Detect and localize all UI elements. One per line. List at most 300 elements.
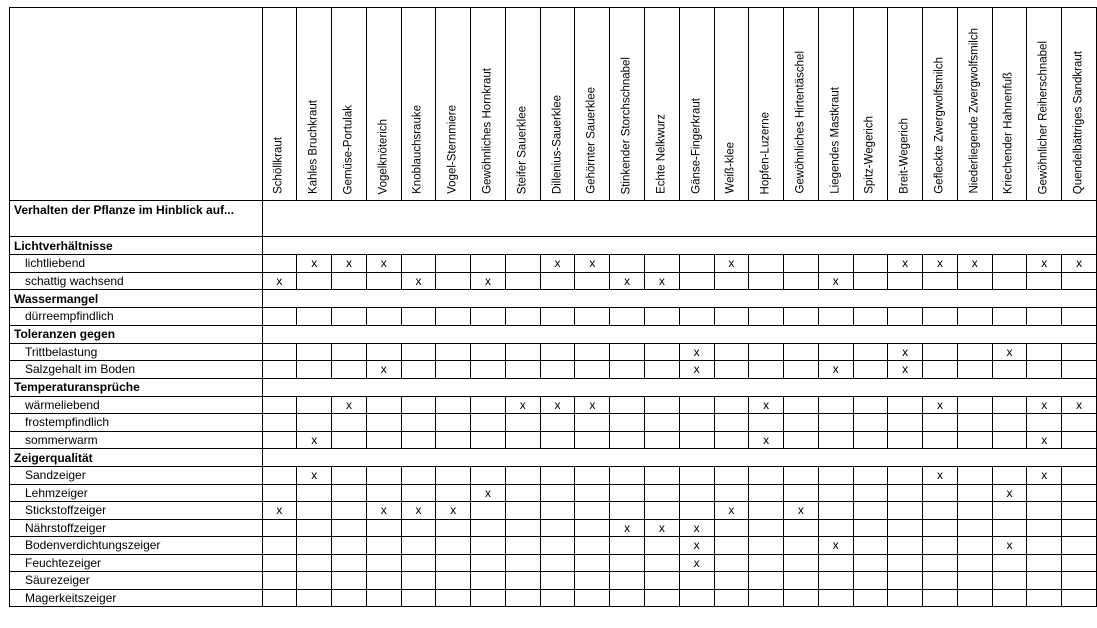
empty-cell	[610, 554, 645, 572]
empty-cell	[262, 467, 297, 485]
section-blank-cell	[262, 378, 1096, 396]
empty-cell	[679, 467, 714, 485]
empty-cell	[366, 589, 401, 607]
empty-cell	[1062, 272, 1097, 290]
empty-cell	[471, 502, 506, 520]
row-label: frostempfindlich	[10, 414, 263, 432]
empty-cell	[888, 272, 923, 290]
empty-cell	[540, 484, 575, 502]
empty-cell	[853, 343, 888, 361]
empty-cell	[749, 308, 784, 326]
empty-cell	[505, 537, 540, 555]
empty-cell	[714, 431, 749, 449]
empty-cell	[992, 467, 1027, 485]
empty-cell	[749, 502, 784, 520]
empty-cell	[540, 519, 575, 537]
empty-cell	[262, 554, 297, 572]
empty-cell	[923, 519, 958, 537]
empty-cell	[679, 414, 714, 432]
plant-header-cell	[366, 8, 401, 201]
empty-cell	[610, 537, 645, 555]
empty-cell	[471, 343, 506, 361]
empty-cell	[888, 396, 923, 414]
table-row	[10, 467, 1097, 485]
empty-cell	[436, 272, 471, 290]
empty-cell	[1027, 343, 1062, 361]
empty-cell	[610, 414, 645, 432]
section-blank-cell	[262, 237, 1096, 255]
empty-cell	[332, 431, 367, 449]
plant-name: Kahles Bruchkraut	[307, 100, 320, 194]
mark-cell: x	[575, 255, 610, 273]
mark-cell: x	[366, 361, 401, 379]
empty-cell	[749, 343, 784, 361]
empty-cell	[957, 484, 992, 502]
empty-cell	[540, 537, 575, 555]
empty-cell	[366, 572, 401, 590]
empty-cell	[332, 572, 367, 590]
section-row	[10, 449, 1097, 467]
empty-cell	[436, 484, 471, 502]
empty-cell	[401, 308, 436, 326]
empty-cell	[714, 589, 749, 607]
empty-cell	[853, 537, 888, 555]
empty-cell	[749, 484, 784, 502]
empty-cell	[923, 502, 958, 520]
empty-cell	[575, 537, 610, 555]
empty-cell	[1062, 414, 1097, 432]
mark-cell: x	[332, 396, 367, 414]
empty-cell	[818, 414, 853, 432]
empty-cell	[1062, 519, 1097, 537]
plant-header-cell	[436, 8, 471, 201]
empty-cell	[644, 431, 679, 449]
empty-cell	[679, 589, 714, 607]
empty-cell	[436, 589, 471, 607]
empty-cell	[297, 343, 332, 361]
empty-cell	[540, 308, 575, 326]
mark-cell: x	[262, 502, 297, 520]
empty-cell	[957, 589, 992, 607]
plant-header-cell	[784, 8, 819, 201]
row-label: Lehmzeiger	[10, 484, 263, 502]
mark-cell: x	[540, 396, 575, 414]
mark-cell: x	[575, 396, 610, 414]
empty-cell	[714, 361, 749, 379]
empty-cell	[957, 572, 992, 590]
plant-name: Kriechender Hahnenfuß	[1002, 71, 1015, 194]
empty-cell	[471, 554, 506, 572]
empty-cell	[366, 308, 401, 326]
plant-header-cell	[818, 8, 853, 201]
row-label: Sandzeiger	[10, 467, 263, 485]
empty-cell	[1027, 361, 1062, 379]
empty-cell	[992, 589, 1027, 607]
empty-cell	[540, 343, 575, 361]
header-row	[10, 8, 1097, 201]
empty-cell	[679, 572, 714, 590]
empty-cell	[923, 308, 958, 326]
plant-header-cell	[1027, 8, 1062, 201]
mark-cell: x	[818, 361, 853, 379]
empty-cell	[366, 431, 401, 449]
plant-name: Steifer Sauerklee	[516, 105, 529, 194]
mark-cell: x	[610, 519, 645, 537]
empty-cell	[888, 554, 923, 572]
empty-cell	[853, 572, 888, 590]
empty-cell	[505, 467, 540, 485]
empty-cell	[644, 502, 679, 520]
empty-cell	[784, 554, 819, 572]
empty-cell	[818, 396, 853, 414]
empty-cell	[1027, 502, 1062, 520]
plant-header-cell	[714, 8, 749, 201]
empty-cell	[957, 502, 992, 520]
empty-cell	[332, 589, 367, 607]
empty-cell	[436, 396, 471, 414]
empty-cell	[784, 396, 819, 414]
empty-cell	[957, 361, 992, 379]
empty-cell	[262, 343, 297, 361]
empty-cell	[366, 537, 401, 555]
empty-cell	[575, 484, 610, 502]
empty-cell	[853, 308, 888, 326]
empty-cell	[366, 396, 401, 414]
empty-cell	[262, 589, 297, 607]
empty-cell	[679, 396, 714, 414]
empty-cell	[575, 467, 610, 485]
empty-cell	[332, 467, 367, 485]
empty-cell	[575, 554, 610, 572]
mark-cell: x	[366, 255, 401, 273]
mark-cell: x	[436, 502, 471, 520]
plant-header-cell	[262, 8, 297, 201]
empty-cell	[888, 467, 923, 485]
plant-header-cell	[1062, 8, 1097, 201]
empty-cell	[610, 255, 645, 273]
empty-cell	[784, 414, 819, 432]
empty-cell	[366, 343, 401, 361]
empty-cell	[714, 467, 749, 485]
plant-behavior-table	[9, 7, 1097, 607]
empty-cell	[714, 414, 749, 432]
empty-cell	[923, 272, 958, 290]
empty-cell	[262, 537, 297, 555]
empty-cell	[297, 537, 332, 555]
plant-header-cell	[679, 8, 714, 201]
empty-cell	[297, 308, 332, 326]
plant-header-cell	[297, 8, 332, 201]
mark-cell: x	[644, 519, 679, 537]
empty-cell	[505, 414, 540, 432]
empty-cell	[332, 308, 367, 326]
empty-cell	[818, 467, 853, 485]
empty-cell	[436, 414, 471, 432]
empty-cell	[749, 589, 784, 607]
plant-name: Stinkender Storchschnabel	[620, 56, 633, 194]
empty-cell	[923, 361, 958, 379]
row-label: Säurezeiger	[10, 572, 263, 590]
empty-cell	[784, 572, 819, 590]
empty-cell	[297, 361, 332, 379]
mark-cell: x	[679, 519, 714, 537]
empty-cell	[992, 519, 1027, 537]
mark-cell: x	[923, 396, 958, 414]
empty-cell	[366, 484, 401, 502]
empty-cell	[401, 484, 436, 502]
table-row	[10, 255, 1097, 273]
empty-cell	[1062, 502, 1097, 520]
empty-cell	[297, 396, 332, 414]
section-heading: Zeigerqualität	[10, 449, 263, 467]
empty-cell	[679, 308, 714, 326]
plant-name: Schöllkraut	[272, 137, 285, 194]
empty-cell	[1027, 572, 1062, 590]
empty-cell	[471, 414, 506, 432]
empty-cell	[297, 414, 332, 432]
mark-cell: x	[679, 537, 714, 555]
plant-header-cell	[401, 8, 436, 201]
empty-cell	[575, 414, 610, 432]
empty-cell	[505, 589, 540, 607]
mark-cell: x	[992, 537, 1027, 555]
plant-name: Weiß-klee	[724, 142, 737, 194]
empty-cell	[992, 572, 1027, 590]
empty-cell	[714, 272, 749, 290]
empty-cell	[714, 308, 749, 326]
empty-cell	[471, 519, 506, 537]
empty-cell	[610, 343, 645, 361]
empty-cell	[888, 414, 923, 432]
table-row	[10, 572, 1097, 590]
plant-name: Gemüse-Portulak	[342, 104, 355, 194]
empty-cell	[888, 519, 923, 537]
empty-cell	[888, 589, 923, 607]
empty-cell	[297, 519, 332, 537]
section-row	[10, 325, 1097, 343]
empty-cell	[714, 537, 749, 555]
empty-cell	[366, 467, 401, 485]
empty-cell	[401, 537, 436, 555]
mark-cell: x	[644, 272, 679, 290]
empty-cell	[784, 361, 819, 379]
empty-cell	[644, 572, 679, 590]
empty-cell	[436, 467, 471, 485]
empty-cell	[575, 572, 610, 590]
empty-cell	[540, 572, 575, 590]
empty-cell	[957, 308, 992, 326]
empty-cell	[332, 414, 367, 432]
empty-cell	[575, 519, 610, 537]
mark-cell: x	[297, 255, 332, 273]
empty-cell	[262, 396, 297, 414]
empty-cell	[610, 484, 645, 502]
table-row	[10, 361, 1097, 379]
empty-cell	[644, 467, 679, 485]
plant-header-cell	[540, 8, 575, 201]
empty-cell	[401, 255, 436, 273]
empty-cell	[401, 554, 436, 572]
empty-cell	[644, 396, 679, 414]
empty-cell	[957, 519, 992, 537]
empty-cell	[1062, 343, 1097, 361]
empty-cell	[923, 484, 958, 502]
empty-cell	[853, 484, 888, 502]
empty-cell	[1062, 467, 1097, 485]
empty-cell	[436, 537, 471, 555]
empty-cell	[332, 537, 367, 555]
mark-cell: x	[957, 255, 992, 273]
empty-cell	[853, 589, 888, 607]
empty-cell	[853, 272, 888, 290]
empty-cell	[957, 343, 992, 361]
plant-header-cell	[471, 8, 506, 201]
empty-cell	[401, 396, 436, 414]
empty-cell	[992, 554, 1027, 572]
mark-cell: x	[297, 467, 332, 485]
empty-cell	[888, 431, 923, 449]
plant-name: Gewöhnliches Hirtentäschel	[794, 51, 807, 194]
empty-cell	[853, 431, 888, 449]
empty-cell	[1062, 572, 1097, 590]
mark-cell: x	[540, 255, 575, 273]
mark-cell: x	[888, 361, 923, 379]
empty-cell	[853, 554, 888, 572]
plant-header-cell	[992, 8, 1027, 201]
table-row	[10, 308, 1097, 326]
empty-cell	[853, 502, 888, 520]
empty-cell	[888, 484, 923, 502]
empty-cell	[436, 572, 471, 590]
empty-cell	[297, 484, 332, 502]
empty-cell	[992, 255, 1027, 273]
plant-name: Gehörnter Sauerklee	[585, 87, 598, 194]
empty-cell	[679, 431, 714, 449]
mark-cell: x	[1027, 255, 1062, 273]
empty-cell	[1027, 589, 1062, 607]
section-heading: Wassermangel	[10, 290, 263, 308]
empty-cell	[749, 537, 784, 555]
empty-cell	[401, 519, 436, 537]
empty-cell	[818, 343, 853, 361]
empty-cell	[923, 572, 958, 590]
empty-cell	[992, 431, 1027, 449]
empty-cell	[992, 502, 1027, 520]
empty-cell	[262, 361, 297, 379]
empty-cell	[1062, 554, 1097, 572]
empty-cell	[1062, 308, 1097, 326]
mark-cell: x	[888, 255, 923, 273]
table-title-row	[10, 201, 1097, 237]
plant-name: Quendelbättriges Sandkraut	[1072, 50, 1085, 194]
empty-cell	[714, 484, 749, 502]
empty-cell	[644, 308, 679, 326]
empty-cell	[540, 272, 575, 290]
empty-cell	[436, 361, 471, 379]
empty-cell	[818, 572, 853, 590]
empty-cell	[436, 519, 471, 537]
mark-cell: x	[505, 396, 540, 414]
section-row	[10, 237, 1097, 255]
empty-cell	[471, 361, 506, 379]
table-row	[10, 431, 1097, 449]
empty-cell	[818, 431, 853, 449]
plant-name: Hopfen-Luzerne	[759, 111, 772, 194]
empty-cell	[262, 519, 297, 537]
empty-cell	[297, 272, 332, 290]
empty-cell	[679, 272, 714, 290]
empty-cell	[471, 396, 506, 414]
empty-cell	[610, 361, 645, 379]
empty-cell	[853, 519, 888, 537]
row-label: schattig wachsend	[10, 272, 263, 290]
empty-cell	[818, 554, 853, 572]
mark-cell: x	[679, 361, 714, 379]
empty-cell	[575, 343, 610, 361]
plant-name: Vogelknöterich	[377, 118, 390, 194]
row-label: Magerkeitszeiger	[10, 589, 263, 607]
plant-header-cell	[610, 8, 645, 201]
empty-cell	[332, 502, 367, 520]
empty-cell	[644, 414, 679, 432]
empty-cell	[957, 414, 992, 432]
empty-cell	[888, 308, 923, 326]
empty-cell	[957, 396, 992, 414]
empty-cell	[784, 308, 819, 326]
empty-cell	[818, 255, 853, 273]
title-blank-cell	[262, 201, 1096, 237]
empty-cell	[1062, 589, 1097, 607]
plant-name: Dillenius-Sauerklee	[551, 94, 564, 194]
plant-header-cell	[957, 8, 992, 201]
empty-cell	[505, 502, 540, 520]
plant-header-cell	[749, 8, 784, 201]
row-label: Trittbelastung	[10, 343, 263, 361]
empty-cell	[401, 414, 436, 432]
empty-cell	[540, 554, 575, 572]
empty-cell	[1027, 537, 1062, 555]
empty-cell	[957, 467, 992, 485]
empty-cell	[644, 537, 679, 555]
empty-cell	[784, 272, 819, 290]
mark-cell: x	[714, 255, 749, 273]
empty-cell	[923, 589, 958, 607]
mark-cell: x	[297, 431, 332, 449]
mark-cell: x	[679, 554, 714, 572]
mark-cell: x	[1062, 396, 1097, 414]
empty-cell	[610, 431, 645, 449]
empty-cell	[784, 467, 819, 485]
empty-cell	[644, 484, 679, 502]
empty-cell	[957, 537, 992, 555]
empty-cell	[575, 308, 610, 326]
empty-cell	[714, 519, 749, 537]
mark-cell: x	[992, 343, 1027, 361]
plant-name: Gewöhnliches Hornkraut	[481, 68, 494, 194]
empty-cell	[818, 484, 853, 502]
row-label: Stickstoffzeiger	[10, 502, 263, 520]
empty-cell	[401, 572, 436, 590]
mark-cell: x	[749, 396, 784, 414]
plant-header-cell	[644, 8, 679, 201]
empty-cell	[505, 519, 540, 537]
mark-cell: x	[401, 272, 436, 290]
empty-cell	[853, 396, 888, 414]
empty-cell	[923, 343, 958, 361]
empty-cell	[366, 272, 401, 290]
empty-cell	[471, 537, 506, 555]
empty-cell	[262, 484, 297, 502]
